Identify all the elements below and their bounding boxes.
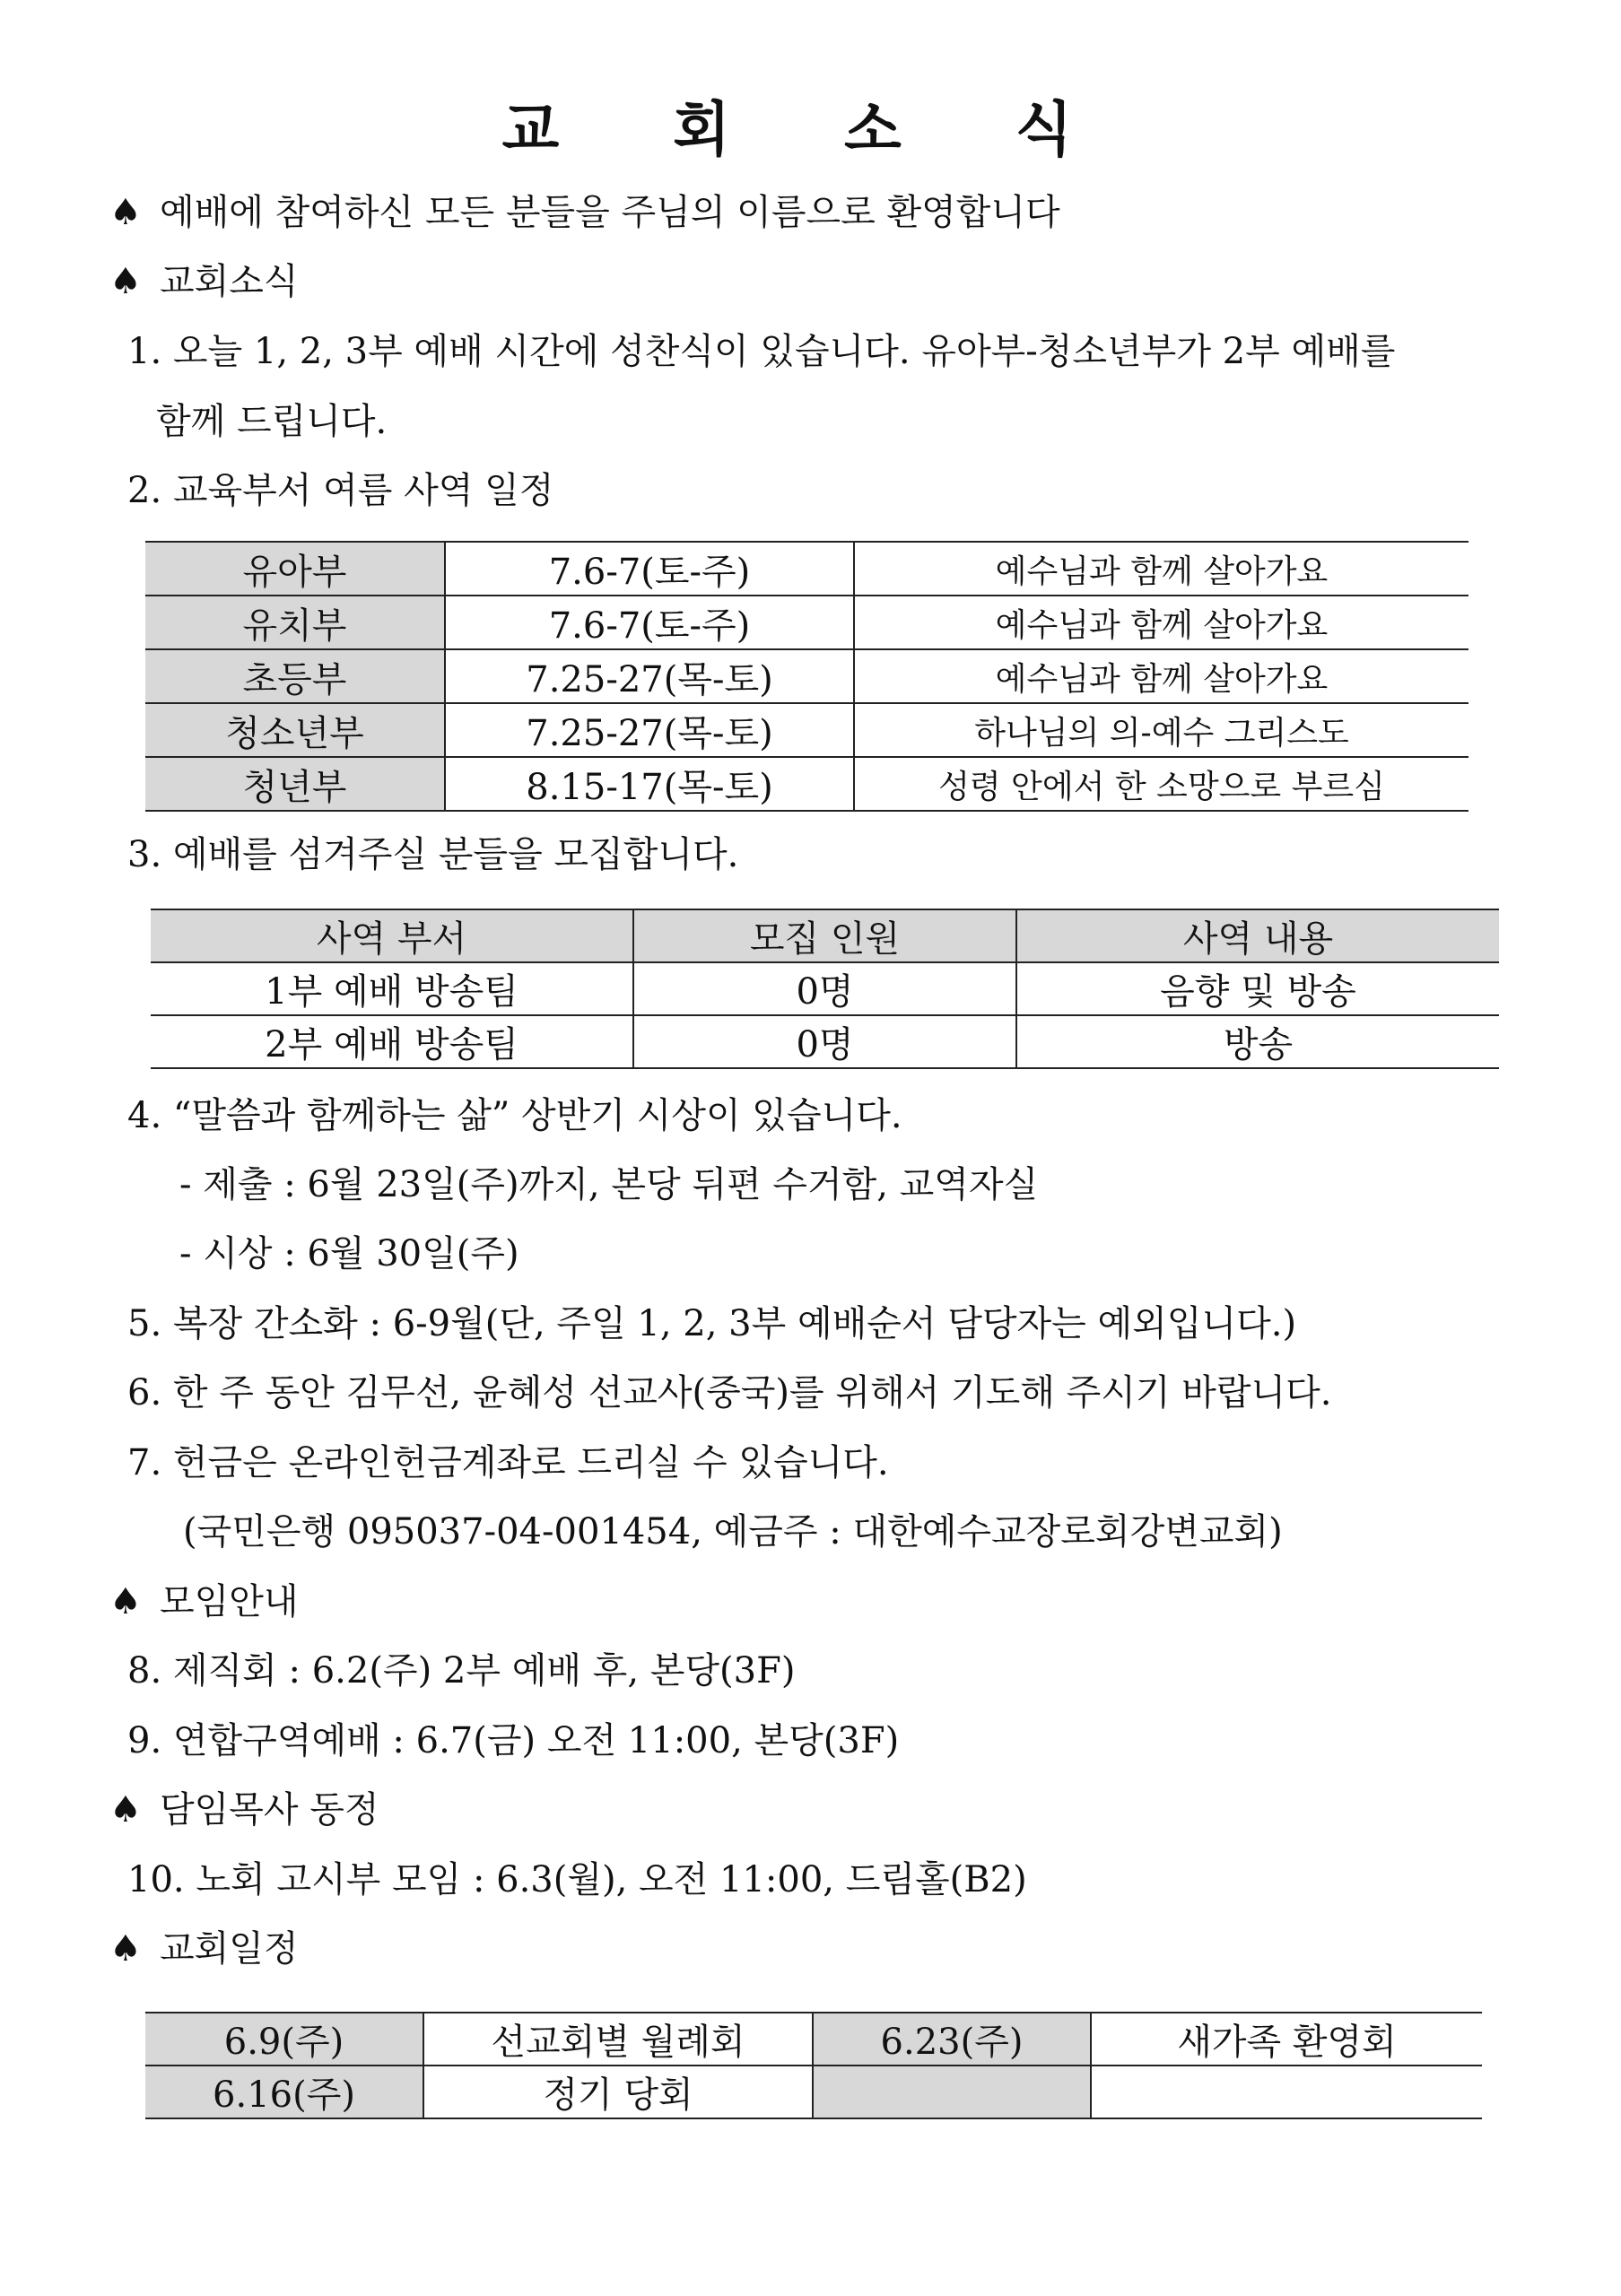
item-4-sub-2: - 시상 : 6월 30일(주) — [179, 1233, 519, 1274]
item-4: 4. “말씀과 함께하는 삶” 상반기 시상이 있습니다. — [127, 1095, 902, 1136]
spade-icon: ♠ — [109, 261, 142, 302]
recruit-cell: 방송 — [1016, 1015, 1499, 1068]
table-row — [151, 962, 1499, 1015]
spade-icon: ♠ — [109, 1581, 142, 1622]
item-3: 3. 예배를 섬겨주실 분들을 모집합니다. — [127, 834, 739, 875]
table-row — [151, 1015, 1499, 1068]
calendar-date: 6.16(주) — [145, 2066, 423, 2118]
calendar-event: 새가족 환영회 — [1091, 2013, 1482, 2066]
calendar-event: 선교회별 월례회 — [423, 2013, 813, 2066]
section-meetings-label: 모임안내 — [160, 1581, 299, 1622]
item-7: 7. 헌금은 온라인헌금계좌로 드리실 수 있습니다. — [127, 1442, 889, 1483]
item-6: 6. 한 주 동안 김무선, 윤혜성 선교사(중국)를 위해서 기도해 주시기 바랍니다. — [127, 1372, 1332, 1413]
item-1-line-1: 1. 오늘 1, 2, 3부 예배 시간에 성찬식이 있습니다. 유아부-청소년부가 2부 예배를 — [127, 331, 1396, 372]
schedule-dept-cell: 유치부 — [145, 596, 445, 649]
schedule-date-cell: 7.25-27(목-토) — [445, 649, 854, 703]
table-row — [145, 757, 1468, 811]
table-row — [145, 2013, 1482, 2066]
spade-icon: ♠ — [109, 1928, 142, 1970]
schedule-date-cell: 7.25-27(목-토) — [445, 703, 854, 757]
recruit-header-row — [151, 909, 1499, 962]
table-row — [145, 703, 1468, 757]
schedule-dept-cell: 초등부 — [145, 649, 445, 703]
item-8: 8. 제직회 : 6.2(주) 2부 예배 후, 본당(3F) — [127, 1650, 796, 1692]
section-calendar — [109, 1926, 299, 1971]
section-news-label: 교회소식 — [160, 261, 299, 302]
calendar-date: 6.9(주) — [145, 2013, 423, 2066]
schedule-date-cell: 7.6-7(토-주) — [445, 542, 854, 596]
recruit-header-count: 모집 인원 — [633, 909, 1016, 962]
item-5: 5. 복장 간소화 : 6-9월(단, 주일 1, 2, 3부 예배순서 담당자는 예외입니다.) — [127, 1303, 1297, 1344]
recruit-header-role: 사역 내용 — [1016, 909, 1499, 962]
recruit-table — [151, 909, 1499, 1069]
schedule-theme-cell: 예수님과 함께 살아가요 — [854, 649, 1468, 703]
schedule-theme-cell: 예수님과 함께 살아가요 — [854, 596, 1468, 649]
table-row — [145, 596, 1468, 649]
schedule-date-cell: 7.6-7(토-주) — [445, 596, 854, 649]
section-pastor-label: 담임목사 동정 — [160, 1789, 379, 1831]
table-row — [145, 542, 1468, 596]
welcome-text: 예배에 참여하신 모든 분들을 주님의 이름으로 환영합니다 — [160, 192, 1060, 233]
calendar-event: 정기 당회 — [423, 2066, 813, 2118]
item-2: 2. 교육부서 여름 사역 일정 — [127, 470, 554, 511]
schedule-dept-cell: 청년부 — [145, 757, 445, 811]
recruit-cell: 음향 및 방송 — [1016, 962, 1499, 1015]
recruit-cell: 1부 예배 방송팀 — [151, 962, 633, 1015]
schedule-date-cell: 8.15-17(목-토) — [445, 757, 854, 811]
recruit-cell: 0명 — [633, 1015, 1016, 1068]
item-4-sub-1: - 제출 : 6월 23일(주)까지, 본당 뒤편 수거함, 교역자실 — [179, 1164, 1039, 1205]
page-title: 교 회 소 식 — [501, 95, 1120, 164]
calendar-date: 6.23(주) — [813, 2013, 1091, 2066]
summer-schedule-table — [145, 541, 1468, 812]
schedule-theme-cell: 예수님과 함께 살아가요 — [854, 542, 1468, 596]
schedule-dept-cell: 청소년부 — [145, 703, 445, 757]
spade-icon: ♠ — [109, 1789, 142, 1831]
section-meetings — [109, 1579, 299, 1624]
schedule-theme-cell: 성령 안에서 한 소망으로 부르심 — [854, 757, 1468, 811]
recruit-cell: 2부 예배 방송팀 — [151, 1015, 633, 1068]
calendar-table — [145, 2012, 1482, 2119]
table-row — [145, 2066, 1482, 2118]
recruit-cell: 0명 — [633, 962, 1016, 1015]
calendar-event — [1091, 2066, 1482, 2118]
recruit-header-dept: 사역 부서 — [151, 909, 633, 962]
section-news — [109, 259, 299, 304]
spade-icon: ♠ — [109, 192, 142, 233]
item-10: 10. 노회 고시부 모임 : 6.3(월), 오전 11:00, 드림홀(B2) — [127, 1859, 1027, 1900]
calendar-date — [813, 2066, 1091, 2118]
item-1-line-2: 함께 드립니다. — [156, 401, 388, 442]
schedule-theme-cell: 하나님의 의-예수 그리스도 — [854, 703, 1468, 757]
section-pastor — [109, 1787, 379, 1832]
welcome-line — [109, 190, 1060, 235]
item-9: 9. 연합구역예배 : 6.7(금) 오전 11:00, 본당(3F) — [127, 1720, 900, 1761]
item-7-account: (국민은행 095037-04-001454, 예금주 : 대한예수교장로회강변교회) — [183, 1511, 1283, 1552]
table-row — [145, 649, 1468, 703]
section-calendar-label: 교회일정 — [160, 1928, 299, 1970]
schedule-dept-cell: 유아부 — [145, 542, 445, 596]
